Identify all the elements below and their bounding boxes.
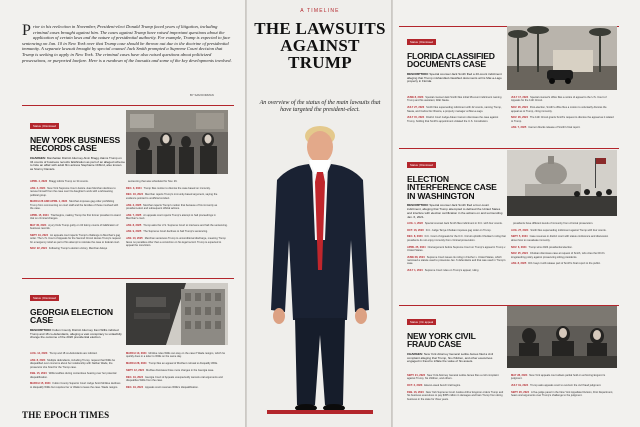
timeline-entry: MARCH 13, 2024 McAfee rules Willis can stay on the case if Wade resigns, which he quickly does in a letter to Willis on the same day. [126, 352, 226, 359]
charges-text: Fulton County District Attorney Fani Willis indicted Trump and 18 co-defendants, alleging a vast conspiracy to unlawfully change the outcome of the 2020 presidential election. [30, 327, 122, 340]
section-title: NEW YORK CIVIL FRAUD CASE [407, 331, 476, 350]
timeline-entry: FEB. 15, 2024 Willis testifies during contentious hearing over her potential disqualification. [30, 372, 117, 379]
timeline-entry: NOV. 6, 2024 Trump wins 2024 presidential election. [511, 245, 573, 249]
timeline-entry: SEPT. 26, 2024 A five-judge panel in the New York Appellate Division, First Department, hears oral arguments over Trump's challenge to the judgment. [511, 390, 614, 398]
capitol-photo [507, 150, 617, 216]
georgia-timeline-left [30, 352, 122, 392]
charges-text: New York Attorney General Letitia James filed a civil complaint alleging that Trump, his children, and other executives engaged in fraud to inflate the value of his assets. [407, 351, 494, 364]
right-page [393, 0, 640, 427]
charges-text: Special counsel Jack Smith filed a four-count indictment, alleging that Trump attempted to defraud the United States and interfere with election certification in the actions on and surrounding Jan. 6, 2021. [407, 203, 503, 219]
timeline-entry: JUNE 28, 2024 Supreme Court issues its ruling in Fischer v. United States, which narrowed a statute used to prosecute Jan. 6 defendants and that was used in Trump's case. [407, 255, 506, 266]
timeline-entry: JAN. 8, 2025 DOJ says it will release part of Smith's final report to the public. [511, 262, 601, 266]
charges-label: DESCRIPTION: [30, 327, 52, 332]
courthouse-photo [126, 283, 228, 345]
mar-a-lago-photo [507, 26, 617, 90]
timeline-entry: JAN. 9, 2025 The Supreme Court declines to halt Trump's sentencing. [126, 230, 208, 234]
charges-label: CHARGES: [407, 351, 424, 356]
section-charges [407, 353, 503, 364]
timeline-entry: AUG. 27, 2024 Smith files superseding indictment against Trump with four counts. [511, 228, 607, 232]
charges-label: DESCRIPTION: [407, 203, 429, 208]
left-page [0, 0, 247, 427]
timeline-entry: SEPT. 21, 2022 New York Attorney General Letitia James files a civil complaint against Trump, his children, and others. [407, 374, 499, 381]
accent-bar [267, 410, 373, 414]
timeline-entry: DEC. 8, 2023 D.C. Court of Appeals for the D.C. Circuit upholds Chutkan's ruling that presidents do not enjoy immunity from criminal prosecution. [407, 235, 506, 242]
status-badge: Status | Dismissed [407, 162, 436, 168]
timeline-entry: JULY 19, 2024 Trump asks appeals court to overturn the civil fraud judgment. [511, 384, 602, 388]
florida-timeline-right [511, 96, 615, 133]
civil-timeline-left [407, 374, 507, 404]
georgia-header [30, 286, 122, 340]
timeline-entry: presidents have different levels of immunity from criminal prosecution. [513, 222, 594, 225]
timeline-entry: SEPT. 12, 2024 McAfee dismisses three more charges in the Georgia case. [126, 368, 215, 372]
charges-text: Manhattan District Attorney Alvin Bragg claims Trump on 34 counts of business records falsification as part of an alleged scheme to hide an affair with adult film actress Stephanie Clifford, also known as Stormy Daniels. [30, 155, 125, 172]
page-title: THE LAWSUITS AGAINST TRUMP [254, 19, 386, 72]
timeline-entry: JAN. 8, 2024 Multiple defendants, including Trump, request that Willis be disqualified over concerns about her relationship with Nathan Wade, the prosecutor she hired for the Trump case. [30, 358, 116, 369]
timeline-entry: DEC. 3, 2024 Trump files motion to dismiss the case based on immunity. [126, 186, 211, 190]
florida-timeline-left [407, 96, 507, 126]
dc-timeline-right [511, 222, 615, 269]
status-badge: Status | On appeal [407, 319, 436, 325]
timeline-entry: SEPT. 5, 2024 Case resumes in district court with status conference and discussion about how to reevaluate immunity. [511, 235, 609, 242]
timeline-entry: JAN. 10, 2025 Merchan sentences Trump to unconditional discharge, meaning Trump faces no penalties other than a conviction on his legal record. Trump is expected to appeal the conviction. [126, 237, 226, 247]
timeline-entry: APRIL 25, 2024 Oral argument before Supreme Court on Trump's appeal in Trump v. United States. [407, 245, 506, 252]
timeline-entry: MAY 30, 2024 A jury finds Trump guilty on 34 felony counts of falsification of business records. [30, 223, 119, 231]
section-title: ELECTION INTERFERENCE CASE IN WASHINGTON [407, 174, 497, 201]
timeline-entry: JUNE 8, 2023 Special counsel Jack Smith files initial 38-count indictment naming Trump and his assistant, Walt Nauta. [407, 96, 502, 103]
timeline-entry: APRIL 4, 2023 Bragg indicts Trump on 34 counts. [30, 180, 89, 183]
florida-header [407, 30, 503, 84]
timeline-entry: AUG. 14, 2023 Trump and 18 co-defendants are indicted. [30, 352, 98, 355]
timeline-entry: NOV. 22, 2024 Following Trump's election victory, Merchan delays [30, 247, 108, 251]
section-title: FLORIDA CLASSIFIED DOCUMENTS CASE [407, 51, 495, 70]
timeline-entry: JULY 27, 2023 Smith files superseding indictment with 42 counts, naming Trump, Nauta, and Carlos De Oliveira, a property manager at Mar-a-Lago. [407, 106, 502, 113]
timeline-entry: APRIL 15, 2024 Trial begins, making Trump the first former president to stand trial on criminal charges. [30, 213, 121, 221]
timeline-entry: OCT. 2, 2023 Eleven-week bench trial begins. [407, 384, 461, 388]
page-subtitle: An overview of the status of the main lawsuits that have targeted the president-elect. [259, 100, 381, 113]
intro-body: rior to his reelection in November, President-elect Donald Trump faced years of litigation, including criminal cases brought against him. The cases against Trump have raised important questions about the application of certain laws and the nature of presidential authority. For example, Trump is expected to face sentencing on Jan. 10 in New York over that Trump case should be thrown out due to the doctrine of presidential immunity. A separate lawsuit brought by special counsel Jack Smith prompted a Supreme Court decision that Trump is seeking to apply in New York. The criminal cases have also raised questions about politicized prosecutions, or purported lawfare. Here is a rundown of the lawsuits and some of the key developments involved. [22, 24, 232, 63]
section-charges [30, 157, 125, 172]
timeline-entry: JAN. 7, 2025 An appeals court rejects Trump's attempt to halt proceedings in Merchan's court. [126, 213, 216, 221]
courtroom-photo [126, 110, 228, 174]
intro-dropcap: P [22, 22, 31, 39]
charges-text: Special counsel Jack Smith filed a 40-count indictment alleging that Trump mishandled classified documents at his Mar-a-Lago property in Florida. [407, 71, 502, 84]
status-badge: Status | Dismissed [30, 123, 59, 129]
ny-records-timeline-left [30, 180, 122, 254]
ny-records-header [30, 114, 125, 172]
civil-trial-photo [507, 306, 617, 368]
timeline-entry: SEPT. 19, 2024 An appeals court rejects Trump's challenge to Merchan's gag order. The U.S. Court of Appeals for the Second Circuit denies Trump's request for emergency relief as part of his attempt to relocate the case to federal court. [30, 233, 121, 244]
timeline-label: A TIMELINE [300, 8, 340, 14]
section-rule [399, 148, 619, 149]
timeline-entry: JULY 15, 2024 District Court Judge Aileen Cannon dismisses the case against Trump, holding that Smith's appointment violated the U.S. Constitution. [407, 116, 499, 123]
center-panel [247, 0, 393, 427]
timeline-entry: MAY 28, 2024 New York appeals court allows partial hold on enforcing Engoron's judgment. [511, 374, 606, 381]
timeline-entry: JAN. 8, 2025 Trump asks the U.S. Supreme Court to intervene and halt the sentencing. [126, 223, 228, 227]
section-rule [22, 278, 234, 279]
timeline-entry: MARCH 28, 2024 Trump files an appeal of McAfee's refusal to disqualify Willis. [126, 362, 218, 366]
status-badge: Status | Dismissed [30, 295, 59, 301]
section-charges [407, 73, 503, 84]
civil-timeline-right [511, 374, 615, 401]
timeline-entry: AUG. 1, 2023 Special counsel Jack Smith files indictment in D.C. with four counts. [407, 222, 503, 225]
ny-records-timeline-right [126, 180, 228, 251]
timeline-entry: JAN. 4, 2024 New York Supreme Court Justice Juan Merchan declines to recuse himself from the case over his daughter's work with a left-leaning political group. [30, 186, 116, 197]
byline: BY SAM DORMAN [190, 93, 214, 97]
georgia-timeline-right [126, 352, 228, 392]
section-charges [407, 204, 503, 219]
status-badge: Status | Dismissed [407, 39, 436, 45]
section-title: GEORGIA ELECTION CASE [30, 307, 113, 326]
timeline-entry: DEC. 19, 2024 Appeals court reverses Willis's disqualification. [126, 385, 199, 389]
timeline-entry: NOV. 26, 2024 Post-election, Smith's office files a motion to voluntarily dismiss the appeal as to Trump, citing immunity. [511, 106, 607, 113]
timeline-entry: NOV. 26, 2024 The 11th Circuit grants Smith's request to dismiss the appeal as it related to Trump. [511, 116, 614, 123]
timeline-entry: DEC. 19, 2024 Georgia Court of Appeals unexpectedly cancels oral arguments and disqualifies Willis from the case. [126, 375, 223, 382]
timeline-entry: JULY 1, 2024 Supreme Court rules on Trump's appeal, ruling [407, 269, 479, 273]
timeline-entry: FEB. 16, 2024 New York Supreme Court Justice Arthur Engoron orders Trump and his business executives to pay $355 million in damages and bars Trump from doing business in the state for three years. [407, 390, 504, 401]
dc-header [407, 153, 503, 219]
timeline-entry: JAN. 7, 2025 Cannon blocks release of Smith's final report. [511, 126, 581, 130]
timeline-entry: OCT. 16, 2023 D.C. Judge Tanya Chutkan imposes gag order on Trump. [407, 228, 492, 232]
charges-label: CHARGES: [30, 155, 47, 160]
timeline-entry: DEC. 16, 2024 Merchan rejects Trump's immunity-based argument, saying the evidence pointed to unofficial conduct. [126, 193, 218, 200]
timeline-entry: MARCH 15, 2024 Fulton County Superior Court Judge Scott McAfee declines to disqualify Willis but requires her or Wade to leave the case. Wade resigns. [30, 382, 121, 389]
charges-label: DESCRIPTION: [407, 71, 429, 76]
intro-text [22, 24, 234, 63]
masthead-logo: THE EPOCH TIMES [22, 410, 110, 420]
section-rule [22, 105, 234, 106]
civil-fraud-header [407, 310, 503, 364]
timeline-entry: sentencing that was scheduled for Nov. 26. [128, 180, 178, 183]
trump-portrait [259, 120, 381, 416]
section-title: NEW YORK BUSINESS RECORDS CASE [30, 135, 121, 154]
timeline-entry: MARCH 26 AND APRIL 1, 2024 Merchan imposes gag order prohibiting Trump from commenting on court staff and the families of those involved with the case. [30, 200, 119, 211]
timeline-entry: NOV. 25, 2024 Chutkan dismisses case at request of Smith, who cites the DOJ's longstanding policy against prosecuting sitting presidents. [511, 252, 605, 259]
section-charges [30, 329, 122, 340]
timeline-entry: JULY 17, 2024 Special counsel's office files a notice of appeal to the U.S. Court of Appeals for the 11th Circuit. [511, 96, 607, 103]
timeline-entry: JAN. 3, 2025 Merchan rejects Trump's motion that because of his immunity as president-elect and subsequent official actions. [126, 203, 218, 210]
dc-timeline-left [407, 222, 507, 276]
